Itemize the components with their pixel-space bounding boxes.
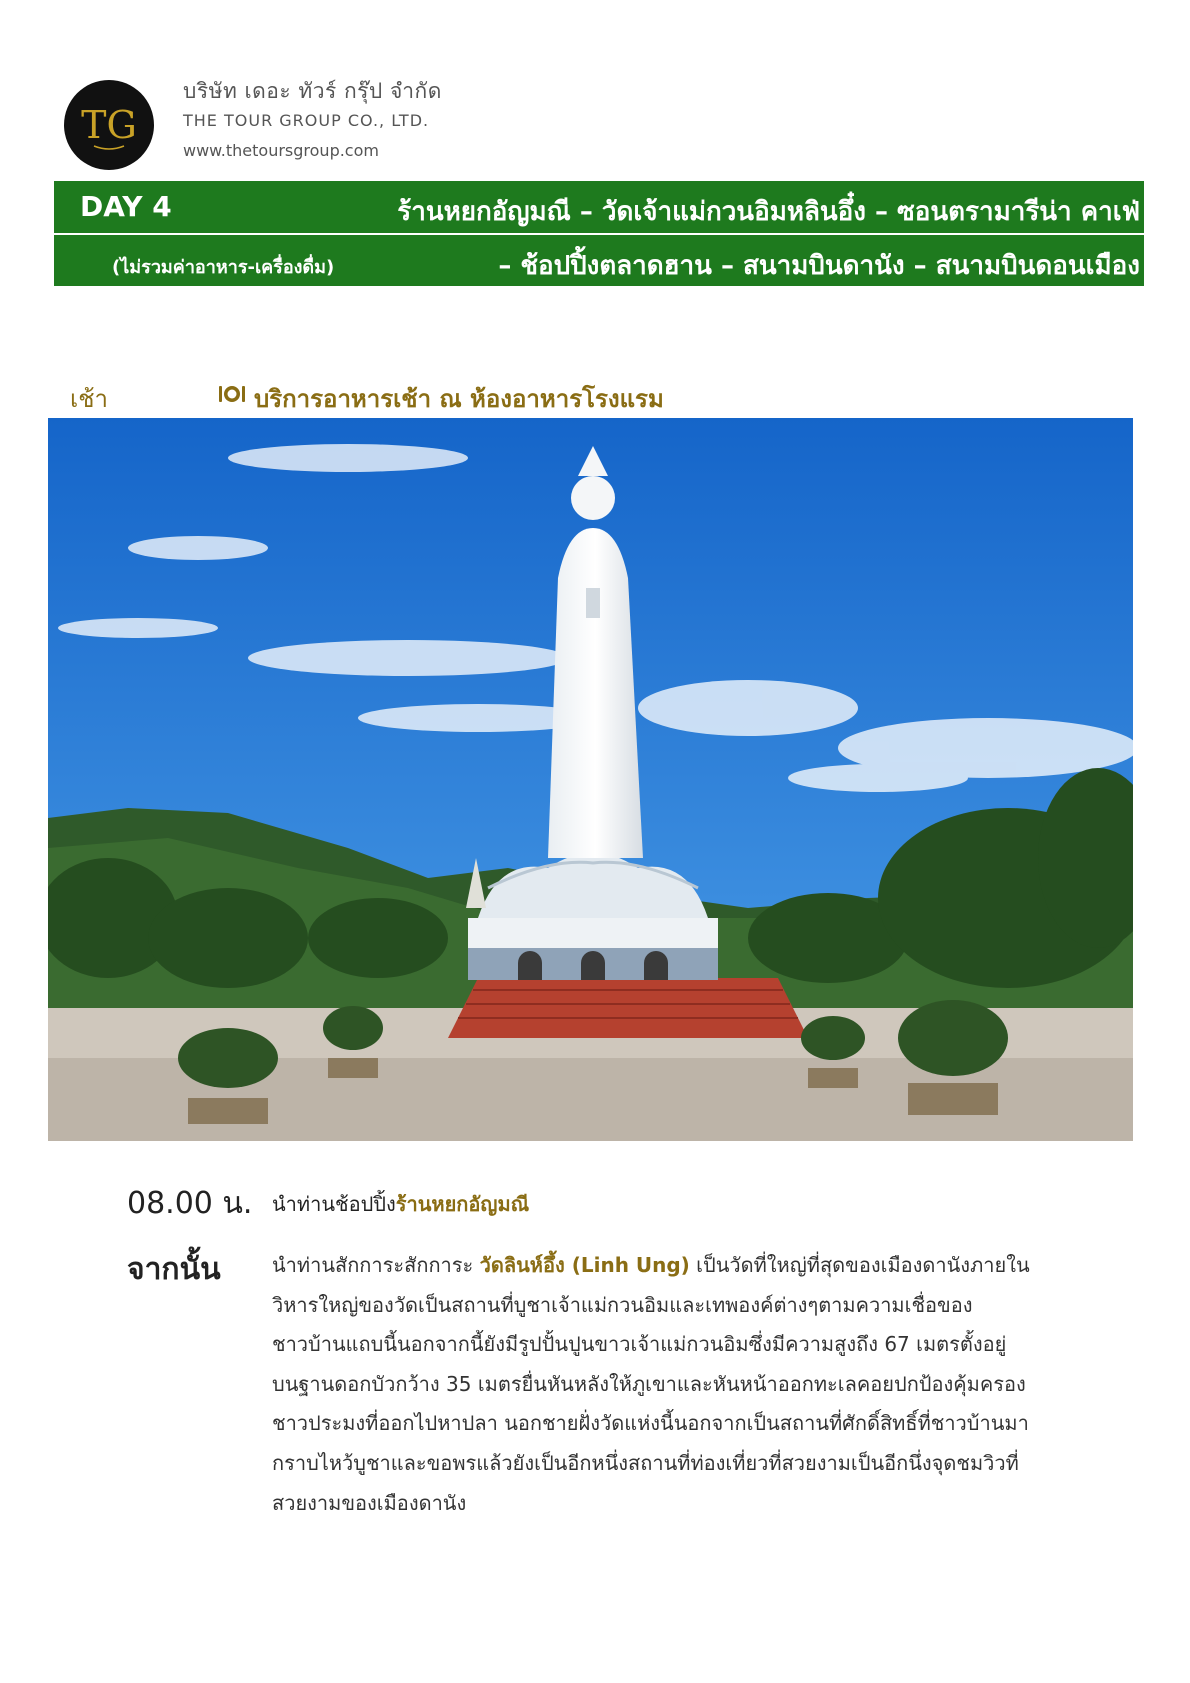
- paragraph-line: วิหารใหญ่ของวัดเป็นสถานที่บูชาเจ้าแม่กวนอิมและเทพองค์ต่างๆตามความเชื่อของ: [272, 1292, 973, 1317]
- paragraph-line: ชาวบ้านแถบนี้นอกจากนี้ยังมีรูปปั้นปูนขาวเจ้าแม่กวนอิมซึ่งมีความสูงถึง 67 เมตรตั้งอยู่: [272, 1332, 1007, 1357]
- paragraph-line: กราบไหว้บูชาและขอพรแล้วยังเป็นอีกหนึ่งสถานที่ท่องเที่ยวที่สวยงามเป็นอีกนึ่งจุดชมวิวที่: [272, 1450, 1019, 1475]
- dining-icon: [218, 383, 246, 405]
- temple-name-highlight: วัดลินห์อึ้ง (Linh Ung): [479, 1253, 690, 1277]
- tg-logo-icon: [64, 80, 154, 170]
- paragraph-line: บนฐานดอกบัวกว้าง 35 เมตรยื่นหันหลังให้ภูเขาและหันหน้าออกทะเลคอยปกป้องคุ้มครอง: [272, 1371, 1026, 1396]
- meal-text: บริการอาหารเช้า ณ ห้องอาหารโรงแรม: [254, 385, 664, 413]
- line-suffix: เป็นวัดที่ใหญ่ที่สุดของเมืองดานังภายใน: [689, 1253, 1030, 1277]
- route-note: (ไม่รวมค่าอาหาร-เครื่องดื่ม): [112, 257, 335, 278]
- day-banner: [54, 181, 1144, 286]
- paragraph-line: สวยงามของเมืองดานัง: [272, 1490, 467, 1515]
- company-info: [183, 76, 442, 166]
- meal-row: [70, 375, 1070, 415]
- line-prefix: นำท่านสักการะสักการะ: [272, 1253, 480, 1277]
- paragraph-line: ชาวประมงที่ออกไปหาปลา นอกชายฝั่งวัดแห่งนี้นอกจากเป็นสถานที่ศักดิ์สิทธิ์ที่ชาวบ้านมา: [272, 1411, 1029, 1436]
- schedule-paragraph: [272, 1246, 1117, 1523]
- company-header: [64, 76, 664, 172]
- schedule-item-0800: [127, 1180, 1107, 1224]
- statue-photo: [48, 418, 1133, 1141]
- svg-text:TG: TG: [81, 103, 137, 147]
- route-line-1: ร้านหยกอัญมณี – วัดเจ้าแม่กวนอิมหลินอึ๋ง – ซอนตรามารีน่า คาเฟ่: [397, 197, 1140, 227]
- schedule-time: จากนั้น: [127, 1252, 221, 1287]
- lady-buddha-image: [48, 418, 1133, 1141]
- banner-line-1: [54, 181, 1144, 233]
- schedule-desc-prefix: นำท่านช้อปปิ้ง: [272, 1192, 396, 1216]
- route-line-2: – ช้อปปิ้งตลาดฮาน – สนามบินดานัง – สนามบินดอนเมือง: [498, 251, 1140, 281]
- day-label: DAY 4: [80, 190, 172, 223]
- paragraph-line: [272, 1246, 1117, 1286]
- company-name-th: บริษัท เดอะ ทัวร์ กรุ๊ป จำกัด: [183, 79, 442, 103]
- banner-line-2: [54, 235, 1144, 286]
- meal-time: เช้า: [70, 385, 108, 413]
- schedule-desc-highlight: ร้านหยกอัญมณี: [395, 1192, 530, 1216]
- company-website: www.thetoursgroup.com: [183, 141, 379, 160]
- schedule-time: 08.00 น.: [127, 1186, 253, 1221]
- schedule-desc: [272, 1188, 529, 1220]
- company-logo: [64, 80, 154, 170]
- company-name-en: THE TOUR GROUP CO., LTD.: [183, 111, 430, 130]
